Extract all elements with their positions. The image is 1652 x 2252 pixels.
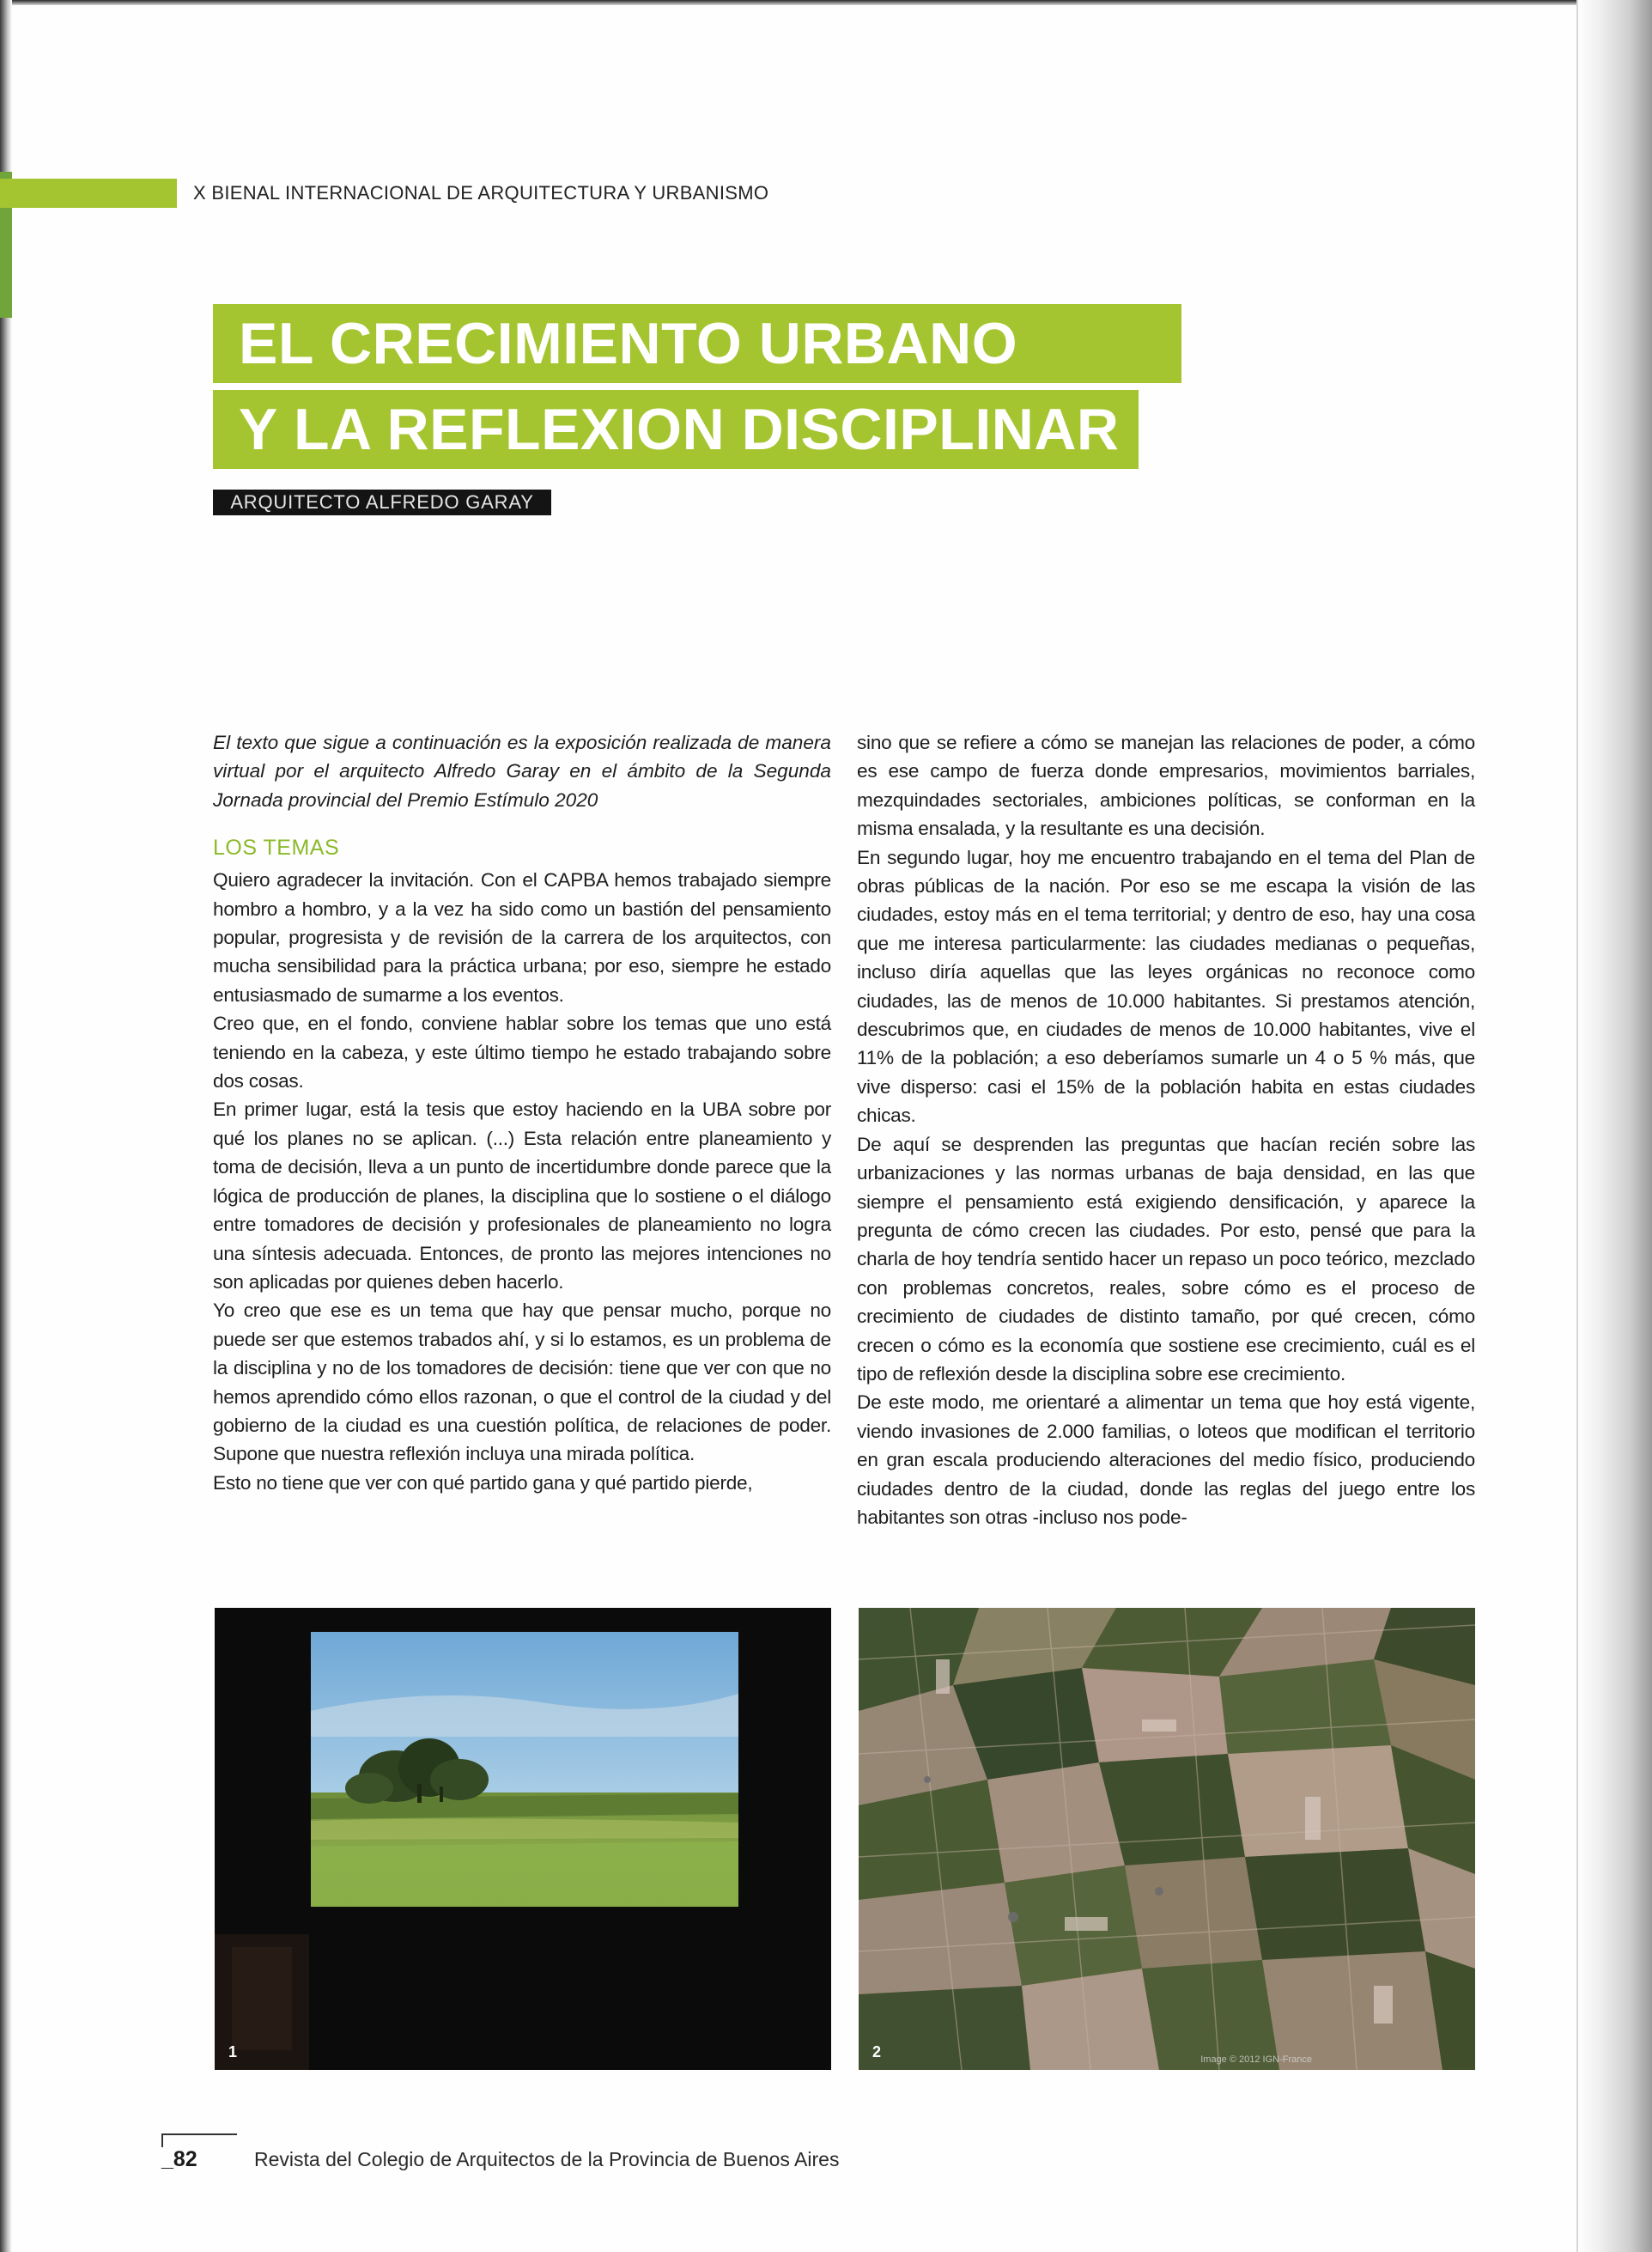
page-number: _82: [161, 2147, 197, 2171]
body-column-left: [213, 728, 831, 1497]
footer-rule-tick: [161, 2133, 163, 2147]
landscape-image: [215, 1608, 831, 2070]
paragraph: Yo creo que ese es un tema que hay que pensar mucho, porque no puede ser que estemos trabados ahí, y si lo estamos, es un problema de la disciplina y no de los tomadores de decisión: tiene que ver con que no hemos aprendido cómo ellos razonan, o que el control de la ciudad y del gobierno de la ciudad es una cuestión política, de relaciones de poder. Supone que nuestra reflexión incluya una mirada política.: [213, 1299, 831, 1465]
paragraph: Creo que, en el fondo, conviene hablar sobre los temas que uno está teniendo en la cabeza, y este último tiempo he estado trabajando sobre dos cosas.: [213, 1013, 831, 1093]
section-heading: LOS TEMAS: [213, 836, 340, 861]
footer-rule: [161, 2133, 237, 2135]
paragraph: sino que se refiere a cómo se manejan las relaciones de poder, a cómo es ese campo de fuerza donde empresarios, movimientos barriales, mezquindades sectoriales, ambiciones políticas, se conforman en la misma ensalada, y la resultante es una decisión.: [857, 732, 1475, 840]
author-byline: ARQUITECTO ALFREDO GARAY: [213, 490, 551, 515]
figure-2-aerial-image: [859, 1608, 1475, 2070]
scan-right-edge: [1576, 0, 1652, 2252]
paragraph: En primer lugar, está la tesis que estoy haciendo en la UBA sobre por qué los planes no se aplican. (...) Esta relación entre planeamiento y toma de decisión, lleva a un punto de incertidumbre donde parece que la lógica de producción de planes, la disciplina que lo sostiene o el diálogo entre tomadores de decisión y profesionales de planeamiento no logra una síntesis adecuada. Entonces, de pronto las mejores intenciones no son aplicadas por quienes deben hacerlo.: [213, 1099, 831, 1293]
paragraph: De aquí se desprenden las preguntas que hacían recién sobre las urbanizaciones y las normas urbanas de baja densidad, en las que siempre el pensamiento está exigiendo densificación, y aparece la pregunta de cómo crecen las ciudades. Por esto, pensé que para la charla de hoy tendría sentido hacer un repaso un poco teórico, mezclado con problemas concretos, reales, sobre cómo es el proceso de crecimiento de ciudades de distinto tamaño, por qué crecen, cómo crecen o cómo es la economía que sostiene ese crecimiento, cuál es el tipo de reflexión desde la disciplina sobre ese crecimiento.: [857, 1133, 1475, 1385]
scan-left-edge: [0, 0, 12, 2252]
figure-1-number: 1: [228, 2043, 238, 2060]
header-accent-bar: [0, 179, 177, 208]
scan-top-edge: [0, 0, 1652, 5]
figure-2-image-credit: Image © 2012 IGN-France: [1200, 2054, 1312, 2065]
article-title-line-2: Y LA REFLEXION DISCIPLINAR: [213, 390, 1139, 469]
body-column-right: [857, 728, 1475, 1531]
figure-1-landscape-photo: [215, 1608, 831, 2070]
paragraph: De este modo, me orientaré a alimentar un tema que hoy está vigente, viendo invasiones de 2.000 familias, o loteos que modifican el territorio en gran escala produciendo alteraciones del medio físico, produciendo ciudades dentro de la ciudad, donde las reglas del juego entre los habitantes son otras -incluso nos pode-: [857, 1391, 1475, 1528]
aerial-fields-image: [859, 1608, 1475, 2070]
paragraph: Quiero agradecer la invitación. Con el CAPBA hemos trabajado siempre hombro a hombro, y a la vez ha sido como un bastión del pensamiento popular, progresista y de revisión de la carrera de los arquitectos, con mucha sensibilidad para la práctica urbana; por eso, siempre he estado entusiasmado de sumarme a los eventos.: [213, 869, 831, 1006]
paragraph: Esto no tiene que ver con qué partido gana y qué partido pierde,: [213, 1471, 753, 1494]
article-title-line-1: EL CRECIMIENTO URBANO: [213, 304, 1181, 383]
page-fold-line: [1576, 0, 1578, 2252]
publication-name: Revista del Colegio de Arquitectos de la Provincia de Buenos Aires: [254, 2148, 840, 2170]
paragraph: En segundo lugar, hoy me encuentro trabajando en el tema del Plan de obras públicas de la nación. Por eso se me escapa la visión de las ciudades, estoy más en el tema territorial; y dentro de eso, hay una cosa que me interesa particularmente: las ciudades medianas o pequeñas, incluso diría aquellas que las leyes orgánicas no reconoce como ciudades, las de menos de 10.000 habitantes. Si prestamos atención, descubrimos que, en ciudades de menos de 10.000 habitantes, vive el 11% de la población; a eso deberíamos sumarle un 4 o 5 % más, que vive disperso: casi el 15% de la población habita en estas ciudades chicas.: [857, 846, 1475, 1127]
intro-paragraph: El texto que sigue a continuación es la exposición realizada de manera virtual por el arquitecto Alfredo Garay en el ámbito de la Segunda Jornada provincial del Premio Estímulo 2020: [213, 732, 831, 811]
running-header: X BIENAL INTERNACIONAL DE ARQUITECTURA Y URBANISMO: [193, 182, 769, 204]
figure-2-number: 2: [872, 2043, 882, 2060]
